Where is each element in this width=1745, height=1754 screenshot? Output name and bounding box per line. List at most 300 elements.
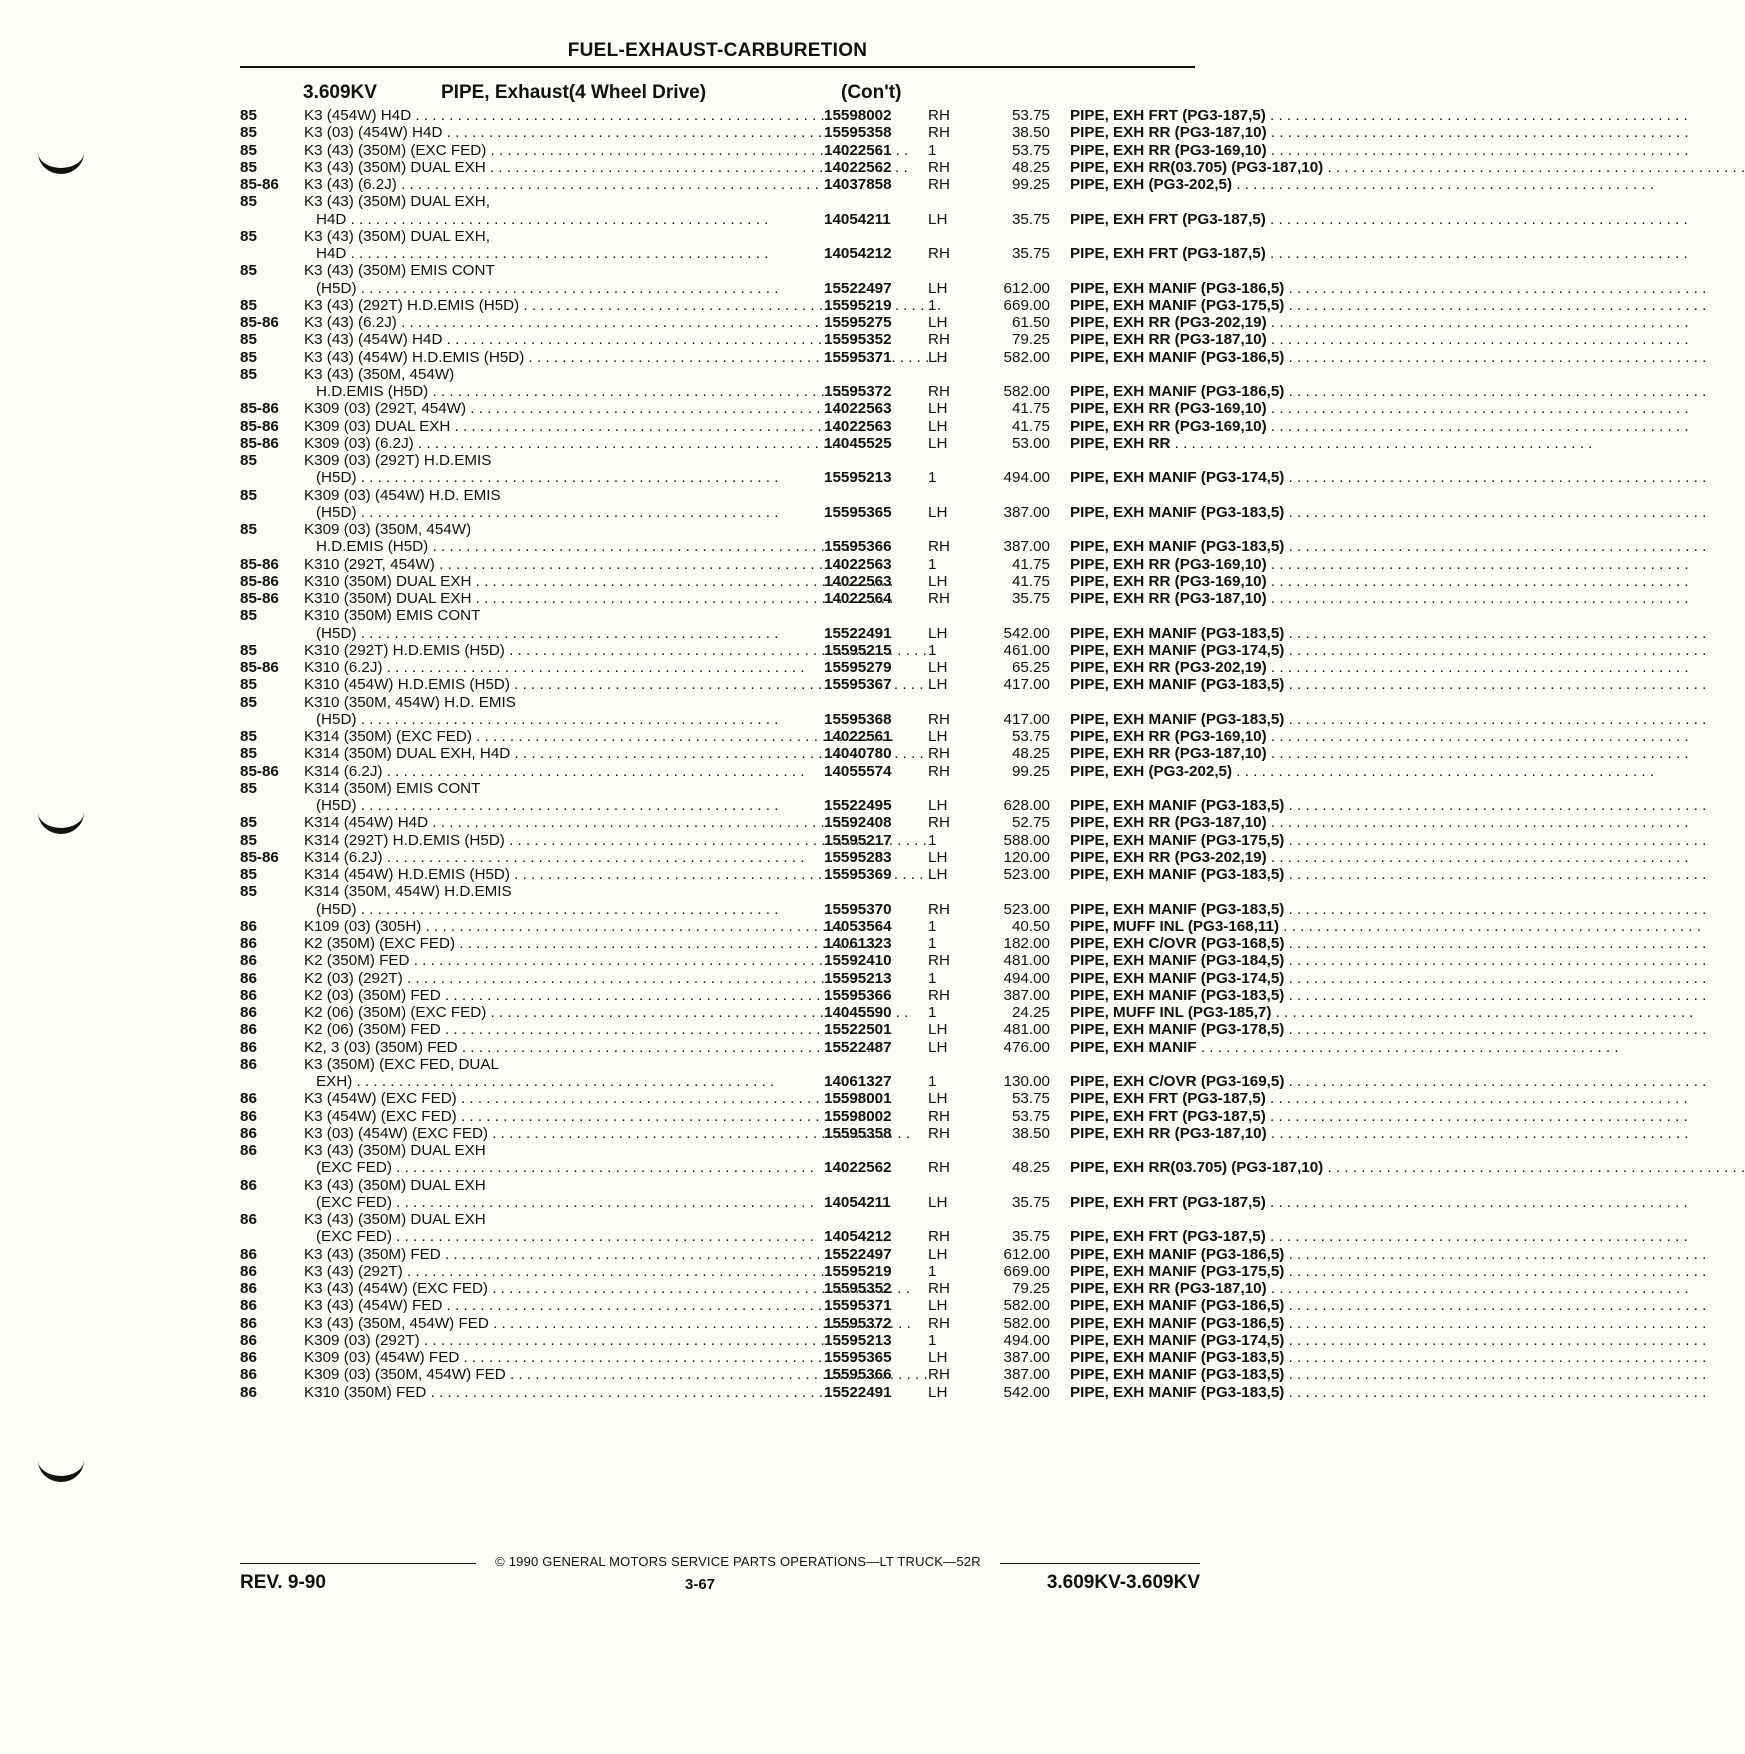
price-cell: 48.25	[1011, 158, 1050, 176]
part-number-cell: 15522501	[824, 1021, 892, 1039]
description-cell: (EXC FED) . . .	[304, 1159, 834, 1176]
side-qty-cell: RH	[928, 331, 950, 349]
part-name-cell: PIPE, EXH RR(03.705) (PG3-187,10) . . .	[1070, 1159, 1440, 1176]
price-cell: 40.50	[1011, 917, 1050, 935]
part-name-cell: PIPE, EXH MANIF (PG3-186,5) . . .	[1070, 1297, 1440, 1314]
year-cell: 85-86	[240, 659, 279, 676]
parts-row	[240, 503, 1285, 521]
part-number-cell: 14045525	[824, 434, 892, 452]
price-cell: 542.00	[1003, 1383, 1050, 1401]
description-cell: K109 (03) (305H) . . .	[304, 918, 822, 935]
price-cell: 41.75	[1011, 417, 1050, 435]
price-cell: 481.00	[1003, 1021, 1050, 1039]
part-name-cell: PIPE, EXH FRT (PG3-187,5) . . .	[1070, 1194, 1440, 1211]
price-cell: 41.75	[1011, 572, 1050, 590]
description-cell: K310 (292T) H.D.EMIS (H5D) . . .	[304, 642, 822, 659]
description-cell: K3 (43) (454W) H4D . . .	[304, 331, 822, 348]
price-cell: 38.50	[1011, 1124, 1050, 1142]
price-cell: 35.75	[1011, 1228, 1050, 1246]
part-name-cell: PIPE, EXH FRT (PG3-187,5) . . .	[1070, 211, 1440, 228]
description-cell: K3 (43) (350M) DUAL EXH,	[304, 193, 490, 211]
side-qty-cell: LH	[928, 797, 948, 814]
year-cell: 86	[240, 935, 257, 952]
description-cell: K310 (350M) FED . . .	[304, 1384, 822, 1401]
part-number-cell: 14022562	[824, 158, 892, 176]
part-number-cell: 14054211	[824, 210, 891, 228]
price-cell: 182.00	[1003, 935, 1050, 952]
side-qty-cell: RH	[928, 107, 950, 124]
parts-row	[240, 572, 1267, 590]
part-number-cell: 15595213	[824, 469, 892, 487]
part-number-cell: 15598002	[824, 1107, 892, 1125]
parts-row	[240, 607, 1200, 624]
parts-row	[240, 366, 1200, 383]
price-cell: 38.50	[1011, 124, 1050, 142]
year-cell: 85-86	[240, 572, 279, 590]
section-continued: (Con't)	[841, 82, 902, 103]
part-number-cell: 14037858	[824, 176, 892, 193]
parts-row	[240, 348, 1285, 366]
description-cell: (H5D) . . .	[304, 901, 834, 918]
side-qty-cell: LH	[928, 624, 948, 642]
price-cell: 387.00	[1003, 538, 1050, 556]
price-cell: 130.00	[1003, 1073, 1050, 1090]
part-number-cell: 14022563	[824, 417, 892, 435]
year-cell: 85-86	[240, 555, 279, 573]
part-name-cell: PIPE, EXH MANIF (PG3-174,5) . . .	[1070, 970, 1440, 987]
side-qty-cell: 1	[928, 141, 937, 159]
price-cell: 99.25	[1011, 762, 1050, 780]
year-cell: 85	[240, 452, 257, 469]
part-name-cell: PIPE, EXH RR (PG3-169,10) . . .	[1070, 556, 1440, 573]
description-cell: K314 (6.2J) . . .	[304, 849, 822, 866]
parts-row	[240, 210, 1266, 228]
description-cell: K2 (06) (350M) (EXC FED) . . .	[304, 1004, 822, 1021]
part-name-cell: PIPE, EXH MANIF (PG3-174,5) . . .	[1070, 642, 1440, 659]
year-cell: 85	[240, 745, 257, 763]
side-qty-cell: LH	[928, 866, 948, 883]
price-cell: 99.25	[1011, 176, 1050, 193]
description-cell: K3 (350M) (EXC FED, DUAL	[304, 1055, 499, 1073]
parts-row	[240, 1245, 1285, 1263]
part-name-cell: PIPE, EXH MANIF (PG3-183,5) . . .	[1070, 625, 1440, 642]
part-number-cell: 14045590	[824, 1004, 892, 1021]
parts-row	[240, 107, 1266, 124]
description-cell: K3 (454W) H4D . . .	[304, 107, 822, 124]
parts-row	[240, 1297, 1285, 1315]
description-cell: K3 (43) (350M) DUAL EXH,	[304, 227, 490, 245]
price-cell: 582.00	[1003, 1314, 1050, 1332]
side-qty-cell: LH	[928, 659, 948, 676]
side-qty-cell: LH	[928, 348, 948, 366]
revision-label: REV. 9-90	[240, 1572, 326, 1593]
price-cell: 387.00	[1003, 503, 1050, 521]
side-qty-cell: RH	[928, 1124, 950, 1142]
part-number-cell: 15595219	[824, 1262, 892, 1280]
part-number-cell: 14061323	[824, 935, 892, 952]
part-name-cell: PIPE, EXH RR (PG3-187,10) . . .	[1070, 814, 1440, 831]
parts-row	[240, 969, 1285, 987]
part-number-cell: 14022563	[824, 555, 892, 573]
description-cell: K2, 3 (03) (350M) FED . . .	[304, 1039, 822, 1056]
part-number-cell: 15592410	[824, 952, 892, 970]
part-number-cell: 14022563	[824, 572, 892, 590]
part-number-cell: 15522491	[824, 1383, 892, 1401]
price-cell: 35.75	[1011, 590, 1050, 607]
side-qty-cell: 1	[928, 1073, 937, 1090]
part-number-cell: 15595219	[824, 296, 892, 314]
parts-row	[240, 400, 1267, 418]
part-name-cell: PIPE, EXH RR (PG3-187,10) . . .	[1070, 590, 1440, 607]
parts-row	[240, 452, 1200, 469]
description-cell: K2 (03) (292T) . . .	[304, 970, 822, 987]
side-qty-cell: LH	[928, 1090, 948, 1108]
description-cell: K3 (43) (6.2J) . . .	[304, 176, 822, 193]
parts-row	[240, 952, 1285, 970]
description-cell: H.D.EMIS (H5D) . . .	[304, 383, 834, 400]
side-qty-cell: RH	[928, 762, 950, 780]
year-cell: 85	[240, 124, 257, 142]
parts-row	[240, 935, 1285, 952]
part-name-cell: PIPE, EXH (PG3-202,5) . . .	[1070, 176, 1440, 193]
description-cell: K3 (43) (350M, 454W) FED . . .	[304, 1315, 822, 1332]
description-cell: K310 (454W) H.D.EMIS (H5D) . . .	[304, 676, 822, 693]
parts-row	[240, 641, 1285, 659]
parts-row	[240, 1193, 1266, 1211]
price-cell: 417.00	[1003, 676, 1050, 694]
price-cell: 120.00	[1003, 848, 1050, 866]
year-cell: 86	[240, 1142, 257, 1159]
parts-row	[240, 1331, 1285, 1349]
part-name-cell: PIPE, EXH RR (PG3-187,10) . . .	[1070, 124, 1440, 141]
side-qty-cell: RH	[928, 383, 950, 400]
price-cell: 542.00	[1003, 624, 1050, 642]
price-cell: 35.75	[1011, 210, 1050, 228]
year-cell: 85	[240, 486, 257, 504]
price-cell: 53.75	[1011, 141, 1050, 159]
page-header-title: FUEL-EXHAUST-CARBURETION	[567, 40, 868, 61]
part-number-cell: 15595372	[824, 383, 892, 400]
side-qty-cell: LH	[928, 1193, 948, 1211]
parts-row	[240, 538, 1285, 556]
price-cell: 628.00	[1003, 797, 1050, 814]
part-number-cell: 15595352	[824, 331, 892, 349]
parts-row	[240, 1124, 1267, 1142]
price-cell: 35.75	[1011, 1193, 1050, 1211]
price-cell: 48.25	[1011, 745, 1050, 763]
side-qty-cell: RH	[928, 538, 950, 556]
description-cell: K3 (43) (454W) (EXC FED) . . .	[304, 1280, 822, 1297]
year-cell: 86	[240, 952, 257, 970]
page-number: 3-67	[684, 1576, 716, 1593]
parts-row	[240, 1107, 1266, 1125]
part-name-cell: PIPE, EXH MANIF (PG3-186,5) . . .	[1070, 280, 1440, 297]
year-cell: 85	[240, 521, 257, 538]
side-qty-cell: LH	[928, 1245, 948, 1263]
description-cell: K3 (43) (350M) DUAL EXH	[304, 1142, 486, 1159]
parts-row	[240, 314, 1267, 331]
side-qty-cell: 1	[928, 641, 937, 659]
price-cell: 24.25	[1011, 1004, 1050, 1021]
parts-row	[240, 279, 1285, 297]
description-cell: (H5D) . . .	[304, 280, 834, 297]
part-name-cell: PIPE, EXH MANIF (PG3-174,5) . . .	[1070, 1332, 1440, 1349]
parts-row	[240, 986, 1285, 1004]
side-qty-cell: LH	[928, 1297, 948, 1315]
parts-row	[240, 1142, 1200, 1159]
year-cell: 86	[240, 1004, 257, 1021]
part-name-cell: PIPE, EXH MANIF (PG3-183,5) . . .	[1070, 987, 1440, 1004]
side-qty-cell: RH	[928, 124, 950, 142]
part-name-cell: PIPE, EXH MANIF (PG3-174,5) . . .	[1070, 469, 1440, 486]
description-cell: K314 (350M) (EXC FED) . . .	[304, 728, 822, 745]
part-name-cell: PIPE, EXH MANIF (PG3-183,5) . . .	[1070, 797, 1440, 814]
part-number-cell: 15595279	[824, 659, 892, 676]
side-qty-cell: 1	[928, 935, 937, 952]
parts-row	[240, 590, 1267, 607]
side-qty-cell: RH	[928, 710, 950, 728]
parts-row	[240, 1004, 1272, 1021]
description-cell: K3 (43) (350M, 454W)	[304, 365, 455, 383]
binder-hole-mark	[38, 808, 84, 834]
part-name-cell: PIPE, EXH MANIF (PG3-183,5) . . .	[1070, 1349, 1440, 1366]
year-cell: 86	[240, 1055, 257, 1073]
part-name-cell: PIPE, EXH (PG3-202,5) . . .	[1070, 763, 1440, 780]
part-number-cell: 14054212	[824, 245, 892, 262]
price-cell: 476.00	[1003, 1038, 1050, 1056]
part-number-cell: 15595365	[824, 503, 892, 521]
part-number-cell: 14022563	[824, 400, 892, 418]
description-cell: (EXC FED) . . .	[304, 1228, 834, 1245]
part-name-cell: PIPE, EXH RR (PG3-187,10) . . .	[1070, 1125, 1440, 1142]
part-number-cell: 15595366	[824, 1366, 892, 1384]
year-cell: 85	[240, 331, 257, 349]
parts-row	[240, 1090, 1266, 1108]
parts-row	[240, 487, 1200, 504]
part-name-cell: PIPE, EXH RR (PG3-169,10) . . .	[1070, 728, 1440, 745]
part-number-cell: 15598001	[824, 1090, 892, 1108]
price-cell: 494.00	[1003, 1331, 1050, 1349]
parts-row	[240, 383, 1285, 400]
side-qty-cell: RH	[928, 1159, 950, 1177]
part-number-cell: 15595371	[824, 348, 892, 366]
year-cell: 86	[240, 1176, 257, 1194]
year-cell: 85-86	[240, 400, 279, 418]
year-cell: 85-86	[240, 314, 279, 331]
description-cell: EXH) . . .	[304, 1073, 834, 1090]
part-name-cell: PIPE, EXH MANIF (PG3-183,5) . . .	[1070, 504, 1440, 521]
part-name-cell: PIPE, EXH RR (PG3-202,19) . . .	[1070, 314, 1440, 331]
part-name-cell: PIPE, EXH MANIF (PG3-175,5) . . .	[1070, 1263, 1440, 1280]
year-cell: 85-86	[240, 434, 279, 452]
parts-row	[240, 296, 1285, 314]
part-number-cell: 15595358	[824, 124, 892, 142]
parts-row	[240, 883, 1200, 900]
price-cell: 53.75	[1011, 1090, 1050, 1108]
side-qty-cell: RH	[928, 1280, 950, 1297]
year-cell: 85	[240, 296, 257, 314]
parts-row	[240, 555, 1267, 573]
part-number-cell: 14055574	[824, 762, 892, 780]
year-cell: 85	[240, 348, 257, 366]
part-name-cell: PIPE, EXH MANIF (PG3-186,5) . . .	[1070, 383, 1440, 400]
side-qty-cell: 1	[928, 831, 937, 849]
part-name-cell: PIPE, EXH MANIF (PG3-178,5) . . .	[1070, 1021, 1440, 1038]
parts-row	[240, 1177, 1200, 1194]
side-qty-cell: LH	[928, 1038, 948, 1056]
part-name-cell: PIPE, EXH RR (PG3-187,10) . . .	[1070, 745, 1440, 762]
part-name-cell: PIPE, EXH RR (PG3-169,10) . . .	[1070, 142, 1440, 159]
parts-row	[240, 1211, 1200, 1228]
year-cell: 85-86	[240, 590, 279, 607]
part-name-cell: PIPE, EXH RR (PG3-169,10) . . .	[1070, 418, 1440, 435]
part-name-cell: PIPE, EXH MANIF (PG3-183,5) . . .	[1070, 866, 1440, 883]
parts-row	[240, 1073, 1285, 1090]
side-qty-cell: LH	[928, 434, 948, 452]
part-name-cell: PIPE, EXH MANIF (PG3-175,5) . . .	[1070, 832, 1440, 849]
description-cell: K309 (03) DUAL EXH . . .	[304, 418, 822, 435]
year-cell: 85	[240, 107, 257, 124]
part-name-cell: PIPE, EXH C/OVR (PG3-169,5) . . .	[1070, 1073, 1440, 1090]
price-cell: 494.00	[1003, 969, 1050, 987]
part-number-cell: 15522497	[824, 279, 892, 297]
description-cell: K314 (454W) H4D . . .	[304, 814, 822, 831]
description-cell: K3 (43) (454W) FED . . .	[304, 1297, 822, 1314]
part-number-cell: 15595213	[824, 1331, 892, 1349]
description-cell: (H5D) . . .	[304, 797, 834, 814]
description-cell: (H5D) . . .	[304, 469, 834, 486]
side-qty-cell: 1	[928, 296, 937, 314]
price-cell: 387.00	[1003, 986, 1050, 1004]
description-cell: H4D . . .	[304, 245, 834, 262]
part-number-cell: 14054211	[824, 1193, 891, 1211]
side-qty-cell: RH	[928, 814, 950, 832]
footer-rule-left	[240, 1563, 476, 1564]
part-name-cell: PIPE, EXH MANIF (PG3-183,5) . . .	[1070, 1366, 1440, 1383]
part-name-cell: PIPE, EXH MANIF (PG3-183,5) . . .	[1070, 538, 1440, 555]
price-cell: 588.00	[1003, 831, 1050, 849]
description-cell: K3 (43) (350M) DUAL EXH . . .	[304, 159, 822, 176]
year-cell: 86	[240, 1021, 257, 1039]
price-cell: 669.00	[1003, 296, 1050, 314]
part-number-cell: 15595372	[824, 1314, 892, 1332]
part-number-cell: 15595215	[824, 641, 892, 659]
side-qty-cell: 1	[928, 1262, 937, 1280]
part-number-cell: 14040780	[824, 745, 892, 763]
part-name-cell: PIPE, EXH MANIF (PG3-183,5) . . .	[1070, 901, 1440, 918]
parts-row	[240, 1280, 1267, 1297]
year-cell: 86	[240, 917, 257, 935]
price-cell: 35.75	[1011, 245, 1050, 262]
part-name-cell: PIPE, EXH RR . . .	[1070, 435, 1440, 452]
year-cell: 86	[240, 1211, 257, 1228]
side-qty-cell: LH	[928, 1383, 948, 1401]
year-cell: 85	[240, 641, 257, 659]
parts-row	[240, 797, 1285, 814]
part-name-cell: PIPE, EXH MANIF . . .	[1070, 1039, 1440, 1056]
copyright-text: © 1990 GENERAL MOTORS SERVICE PARTS OPERATIONS—LT TRUCK—52R	[495, 1554, 981, 1569]
part-name-cell: PIPE, EXH RR (PG3-169,10) . . .	[1070, 400, 1440, 417]
year-cell: 85	[240, 193, 257, 211]
description-cell: K310 (350M) DUAL EXH . . .	[304, 573, 822, 590]
part-name-cell: PIPE, EXH RR (PG3-187,10) . . .	[1070, 1280, 1440, 1297]
price-cell: 494.00	[1003, 469, 1050, 487]
price-cell: 582.00	[1003, 383, 1050, 400]
side-qty-cell: RH	[928, 158, 950, 176]
description-cell: K2 (03) (350M) FED . . .	[304, 987, 822, 1004]
description-cell: K314 (6.2J) . . .	[304, 763, 822, 780]
parts-row	[240, 124, 1267, 142]
description-cell: K3 (454W) (EXC FED) . . .	[304, 1108, 822, 1125]
part-number-cell: 14022564	[824, 590, 892, 607]
parts-list	[240, 107, 1324, 1401]
part-number-cell: 15595283	[824, 848, 892, 866]
part-name-cell: PIPE, EXH FRT (PG3-187,5) . . .	[1070, 1090, 1440, 1107]
part-name-cell: PIPE, EXH MANIF (PG3-186,5) . . .	[1070, 1246, 1440, 1263]
side-qty-cell: 1	[928, 1004, 937, 1021]
parts-row	[240, 831, 1285, 849]
description-cell: K314 (454W) H.D.EMIS (H5D) . . .	[304, 866, 822, 883]
price-cell: 582.00	[1003, 1297, 1050, 1315]
year-cell: 86	[240, 1383, 257, 1401]
description-cell: K3 (43) (350M) EMIS CONT	[304, 262, 495, 280]
side-qty-cell: LH	[928, 848, 948, 866]
description-cell: K3 (43) (6.2J) . . .	[304, 314, 822, 331]
side-qty-cell: LH	[928, 728, 948, 745]
side-qty-cell: LH	[928, 572, 948, 590]
description-cell: H4D . . .	[304, 211, 834, 228]
part-number-cell: 14061327	[824, 1073, 892, 1090]
section-title: PIPE, Exhaust(4 Wheel Drive)	[441, 82, 707, 103]
year-cell: 85-86	[240, 762, 279, 780]
price-cell: 65.25	[1011, 659, 1050, 676]
part-name-cell: PIPE, EXH MANIF (PG3-183,5) . . .	[1070, 676, 1440, 693]
side-qty-cell: RH	[928, 952, 950, 970]
description-cell: K310 (350M) EMIS CONT	[304, 607, 481, 625]
part-name-cell: PIPE, EXH RR (PG3-202,19) . . .	[1070, 659, 1440, 676]
description-cell: K3 (43) (350M) FED . . .	[304, 1246, 822, 1263]
price-cell: 53.00	[1011, 434, 1050, 452]
parts-row	[240, 1056, 1200, 1073]
year-cell: 86	[240, 1262, 257, 1280]
part-number-cell: 15595367	[824, 676, 892, 694]
price-cell: 387.00	[1003, 1366, 1050, 1384]
description-cell: K309 (03) (350M, 454W) FED . . .	[304, 1366, 822, 1383]
parts-row	[240, 866, 1285, 883]
year-cell: 85	[240, 866, 257, 883]
year-cell: 86	[240, 1366, 257, 1384]
description-cell: K310 (350M, 454W) H.D. EMIS	[304, 693, 516, 711]
description-cell: K310 (350M) DUAL EXH . . .	[304, 590, 822, 607]
description-cell: K310 (292T, 454W) . . .	[304, 556, 822, 573]
side-qty-cell: RH	[928, 176, 950, 193]
parts-row	[240, 780, 1200, 797]
parts-row	[240, 193, 1200, 210]
part-name-cell: PIPE, EXH MANIF (PG3-184,5) . . .	[1070, 952, 1440, 969]
part-name-cell: PIPE, EXH FRT (PG3-187,5) . . .	[1070, 1228, 1440, 1245]
price-cell: 52.75	[1011, 814, 1050, 832]
part-number-cell: 15595369	[824, 866, 892, 883]
parts-row	[240, 1159, 1324, 1177]
side-qty-cell: LH	[928, 210, 948, 228]
part-name-cell: PIPE, EXH MANIF (PG3-175,5) . . .	[1070, 297, 1440, 314]
year-cell: 85	[240, 728, 257, 745]
part-number-cell: 14022561	[824, 141, 892, 159]
parts-row	[240, 624, 1285, 642]
part-name-cell: PIPE, MUFF INL (PG3-185,7) . . .	[1070, 1004, 1440, 1021]
part-number-cell: 15595366	[824, 986, 892, 1004]
parts-row	[240, 848, 1267, 866]
